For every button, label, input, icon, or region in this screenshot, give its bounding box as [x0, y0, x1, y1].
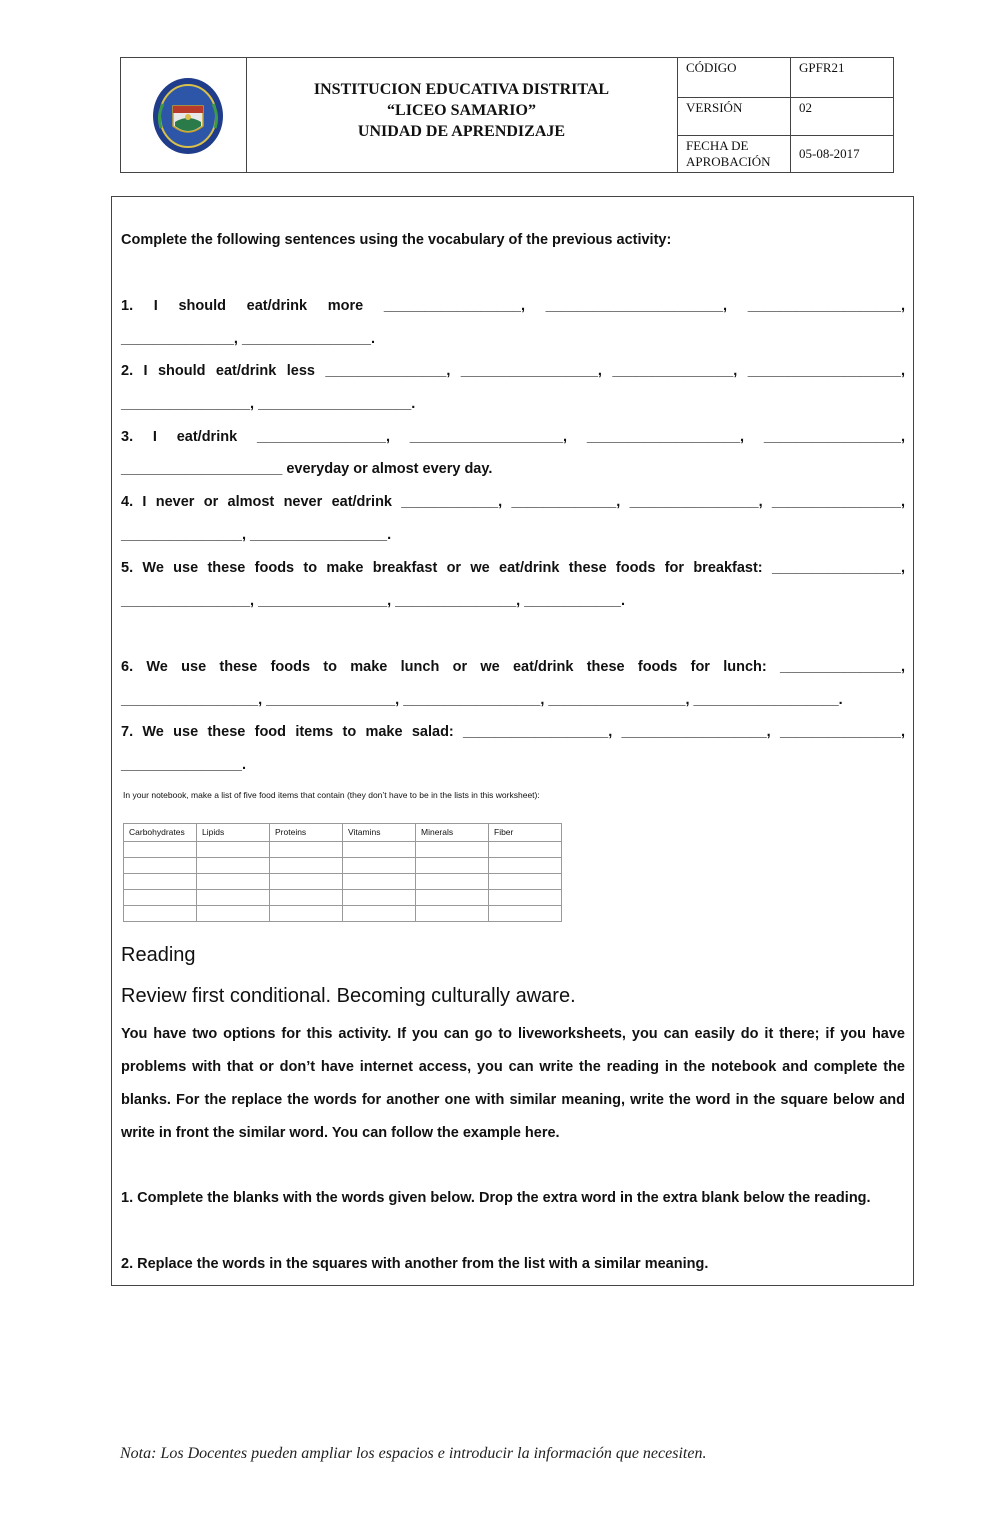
col-carbohydrates: Carbohydrates [124, 824, 197, 842]
worksheet-body [111, 196, 914, 1286]
reading-heading: Reading [121, 944, 196, 966]
reading-instructions-paragraph: You have two options for this activity. If you can go to liveworksheets, you can easily do it there; if you have problems with that or don’t have internet access, you can write the reading in the notebook and complete the blanks. For the replace the words for another one with similar meaning, write the word in the square below and write in front the similar word. You can follow the example here. [121, 1026, 905, 1141]
table-row [124, 906, 562, 922]
institution-line2: “LICEO SAMARIO” [387, 102, 536, 119]
meta-row-codigo [678, 58, 893, 98]
sentence-3-line2: ____________________ everyday or almost every day. [121, 461, 493, 477]
meta-row-fecha [678, 136, 893, 172]
step-1-instruction: 1. Complete the blanks with the words given below. Drop the extra word in the extra blank below the reading. [121, 1190, 871, 1206]
table-row [124, 874, 562, 890]
sentence-4-line1: 4. I never or almost never eat/drink ____________, _____________, ________________, ________________, [121, 494, 905, 510]
reading-subheading: Review first conditional. Becoming culturally aware. [121, 985, 576, 1007]
meta-value: 05-08-2017 [799, 146, 860, 161]
meta-key: VERSIÓN [678, 98, 791, 135]
col-fiber: Fiber [489, 824, 562, 842]
logo-cell [121, 58, 247, 172]
table-row [124, 842, 562, 858]
step-2-instruction: 2. Replace the words in the squares with another from the list with a similar meaning. [121, 1256, 709, 1272]
sentence-1-line2: ______________, ________________. [121, 331, 376, 347]
document-meta [678, 58, 893, 172]
sentence-2-line1: 2. I should eat/drink less _______________, _________________, _______________, ___________________, [121, 363, 905, 379]
table-row [124, 858, 562, 874]
institution-line3: UNIDAD DE APRENDIZAJE [357, 123, 566, 140]
nutrient-table-header [124, 824, 562, 842]
sentence-7-line2: _______________. [121, 757, 246, 773]
sentence-6-line2: _________________, ________________, _________________, _________________, __________________. [121, 692, 843, 708]
institution-title [246, 58, 678, 172]
sentence-7-line1: 7. We use these food items to make salad: __________________, __________________, _______________, [121, 724, 905, 740]
col-minerals: Minerals [416, 824, 489, 842]
school-crest-logo [151, 76, 225, 156]
meta-key: CÓDIGO [678, 58, 791, 97]
document-header [120, 57, 894, 173]
sentence-1-line1: 1. I should eat/drink more _________________, ______________________, ___________________, [121, 298, 905, 314]
sentence-3-line1: 3. I eat/drink ________________, ___________________, ___________________, _________________, [121, 429, 905, 445]
instruction-text: Complete the following sentences using the vocabulary of the previous activity: [121, 232, 672, 248]
sentence-4-line2: _______________, _________________. [121, 527, 392, 543]
col-lipids: Lipids [197, 824, 270, 842]
notebook-instruction: In your notebook, make a list of five food items that contain (they don’t have to be in the lists in this worksheet): [123, 790, 540, 800]
table-row [124, 890, 562, 906]
institution-line1: INSTITUCION EDUCATIVA DISTRITAL [313, 81, 610, 98]
sentence-2-line2: ________________, ___________________. [121, 396, 416, 412]
col-vitamins: Vitamins [343, 824, 416, 842]
meta-value: 02 [799, 100, 812, 115]
footer-note: Nota: Los Docentes pueden ampliar los espacios e introducir la información que necesiten. [120, 1445, 707, 1462]
col-proteins: Proteins [270, 824, 343, 842]
sentence-5-line2: ________________, ________________, _______________, ____________. [121, 593, 625, 609]
meta-value: GPFR21 [799, 60, 845, 75]
sentence-6-line1: 6. We use these foods to make lunch or we eat/drink these foods for lunch: _______________, [121, 659, 905, 675]
sentence-5-line1: 5. We use these foods to make breakfast or we eat/drink these foods for breakfast: ________________, [121, 560, 905, 576]
meta-key: FECHA DE APROBACIÓN [678, 136, 791, 172]
nutrient-table [123, 823, 562, 922]
meta-row-version [678, 98, 893, 136]
